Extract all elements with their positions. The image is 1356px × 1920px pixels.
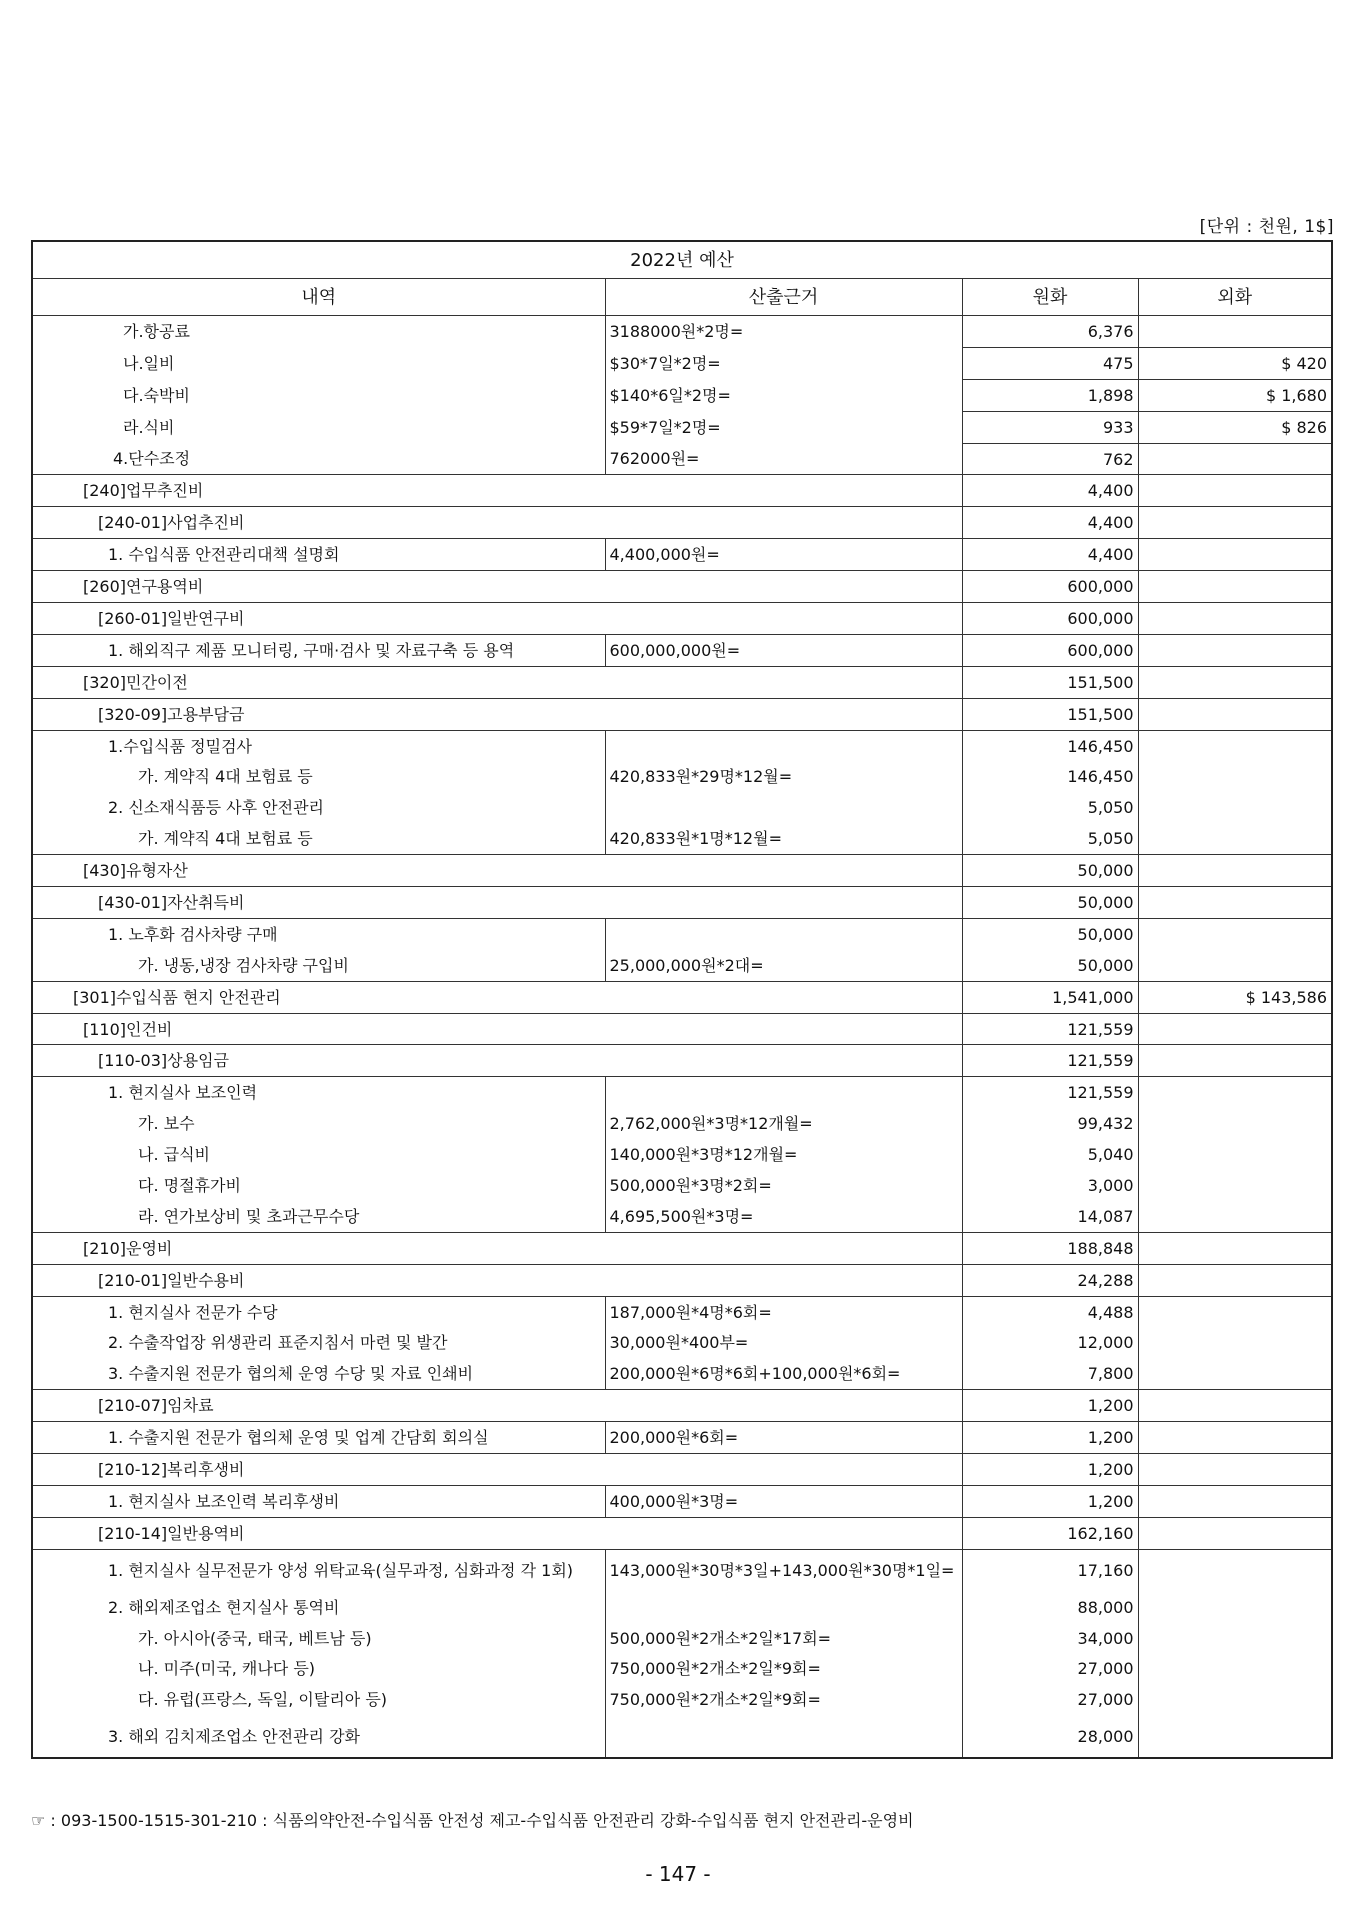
budget-item: [110-03]상용임금 [32,1045,962,1077]
amount-fx [1138,1422,1332,1454]
table-row [32,1623,1332,1654]
budget-item: 2. 신소재식품등 사후 안전관리 [32,792,605,823]
table-row [32,1549,1332,1592]
amount-krw: 5,050 [962,792,1138,823]
amount-krw: 146,450 [962,730,1138,761]
amount-krw: 151,500 [962,666,1138,698]
budget-item: 가.항공료 [32,316,605,348]
calculation-basis [605,918,962,949]
column-header-krw: 원화 [962,279,1138,316]
budget-item: 가. 계약직 4대 보험료 등 [32,761,605,792]
table-row [32,1592,1332,1623]
table-row [32,823,1332,854]
calculation-basis: $59*7일*2명= [605,411,962,443]
amount-fx [1138,1684,1332,1715]
budget-item: 3. 수출지원 전문가 협의체 운영 수당 및 자료 인쇄비 [32,1358,605,1389]
amount-fx [1138,1454,1332,1486]
budget-item: 가. 보수 [32,1108,605,1139]
amount-krw: 600,000 [962,571,1138,603]
amount-fx [1138,1296,1332,1327]
table-row [32,761,1332,792]
budget-item: [210-07]임차료 [32,1390,962,1422]
table-row [32,411,1332,443]
table-row [32,1139,1332,1170]
amount-krw: 1,200 [962,1422,1138,1454]
calculation-basis: 140,000원*3명*12개월= [605,1139,962,1170]
amount-krw: 4,400 [962,539,1138,571]
calculation-basis: 2,762,000원*3명*12개월= [605,1108,962,1139]
table-row [32,1358,1332,1389]
calculation-basis: $140*6일*2명= [605,379,962,411]
budget-item: 1. 해외직구 제품 모니터링, 구매·검사 및 자료구축 등 용역 [32,634,605,666]
budget-item: [210-12]복리후생비 [32,1454,962,1486]
table-row [32,1077,1332,1108]
amount-fx [1138,1485,1332,1517]
calculation-basis: 200,000원*6회= [605,1422,962,1454]
amount-krw: 24,288 [962,1264,1138,1296]
column-header-basis: 산출근거 [605,279,962,316]
budget-item: [210-14]일반용역비 [32,1517,962,1549]
table-header-row [32,279,1332,316]
budget-item: [430-01]자산취득비 [32,887,962,919]
budget-item: [210]운영비 [32,1232,962,1264]
budget-item: 나. 급식비 [32,1139,605,1170]
amount-fx [1138,571,1332,603]
table-row [32,1654,1332,1685]
amount-fx [1138,1592,1332,1623]
budget-item: [240-01]사업추진비 [32,507,962,539]
amount-fx [1138,1328,1332,1359]
amount-krw: 4,400 [962,507,1138,539]
calculation-basis: 600,000,000원= [605,634,962,666]
budget-item: 3. 해외 김치제조업소 안전관리 강화 [32,1715,605,1758]
budget-item: 나. 미주(미국, 캐나다 등) [32,1654,605,1685]
budget-item: 나.일비 [32,347,605,379]
calculation-basis [605,1592,962,1623]
unit-label: [단위 : 천원, 1$] [1199,217,1334,237]
table-row [32,730,1332,761]
amount-fx [1138,1517,1332,1549]
table-row [32,1108,1332,1139]
amount-krw: 762 [962,443,1138,475]
budget-item: [430]유형자산 [32,855,962,887]
amount-krw: 50,000 [962,918,1138,949]
budget-item: 2. 해외제조업소 현지실사 통역비 [32,1592,605,1623]
amount-fx [1138,1108,1332,1139]
amount-fx [1138,1139,1332,1170]
table-row [32,950,1332,981]
amount-krw: 12,000 [962,1328,1138,1359]
amount-krw: 88,000 [962,1592,1138,1623]
amount-krw: 4,400 [962,475,1138,507]
amount-fx [1138,1715,1332,1758]
budget-item: 다. 명절휴가비 [32,1170,605,1201]
calculation-basis: 143,000원*30명*3일+143,000원*30명*1일= [605,1549,962,1592]
table-row [32,347,1332,379]
table-row [32,1328,1332,1359]
budget-item: 1. 현지실사 보조인력 복리후생비 [32,1485,605,1517]
calculation-basis: 500,000원*3명*2회= [605,1170,962,1201]
amount-krw: 50,000 [962,887,1138,919]
table-row [32,698,1332,730]
table-row [32,1422,1332,1454]
page-number: - 147 - [645,1862,711,1886]
table-row [32,1170,1332,1201]
budget-item: 다. 유럽(프랑스, 독일, 이탈리아 등) [32,1684,605,1715]
table-row [32,1684,1332,1715]
calculation-basis: 750,000원*2개소*2일*9회= [605,1654,962,1685]
budget-item: 1. 현지실사 실무전문가 양성 위탁교육(실무과정, 심화과정 각 1회) [32,1549,605,1592]
amount-krw: 475 [962,347,1138,379]
amount-krw: 3,000 [962,1170,1138,1201]
budget-year-title: 2022년 예산 [32,241,1332,279]
calculation-basis: 187,000원*4명*6회= [605,1296,962,1327]
calculation-basis: 4,695,500원*3명= [605,1201,962,1232]
amount-fx [1138,730,1332,761]
table-row [32,571,1332,603]
budget-item: 1.수입식품 정밀검사 [32,730,605,761]
calculation-basis: 200,000원*6명*6회+100,000원*6회= [605,1358,962,1389]
amount-fx [1138,918,1332,949]
table-row [32,855,1332,887]
calculation-basis [605,792,962,823]
budget-item: 2. 수출작업장 위생관리 표준지침서 마련 및 발간 [32,1328,605,1359]
table-row [32,603,1332,635]
amount-fx [1138,507,1332,539]
amount-krw: 1,200 [962,1390,1138,1422]
budget-item: [320]민간이전 [32,666,962,698]
budget-item: 4.단수조정 [32,443,605,475]
amount-fx [1138,1549,1332,1592]
calculation-basis [605,730,962,761]
amount-fx [1138,1232,1332,1264]
budget-item: [260-01]일반연구비 [32,603,962,635]
amount-fx [1138,792,1332,823]
calculation-basis: 500,000원*2개소*2일*17회= [605,1623,962,1654]
table-row [32,1201,1332,1232]
table-row [32,1296,1332,1327]
amount-fx: $ 826 [1138,411,1332,443]
amount-fx [1138,1170,1332,1201]
amount-fx [1138,316,1332,348]
budget-table [31,240,1333,1759]
table-row [32,1485,1332,1517]
amount-krw: 34,000 [962,1623,1138,1654]
amount-fx [1138,1201,1332,1232]
table-row [32,1013,1332,1045]
amount-krw: 1,541,000 [962,981,1138,1013]
amount-fx [1138,1390,1332,1422]
amount-fx [1138,666,1332,698]
calculation-basis: 420,833원*29명*12월= [605,761,962,792]
budget-item: 가. 냉동,냉장 검사차량 구입비 [32,950,605,981]
calculation-basis: 4,400,000원= [605,539,962,571]
calculation-basis: 400,000원*3명= [605,1485,962,1517]
amount-krw: 121,559 [962,1045,1138,1077]
calculation-basis: 750,000원*2개소*2일*9회= [605,1684,962,1715]
calculation-basis [605,1715,962,1758]
amount-fx [1138,443,1332,475]
amount-krw: 146,450 [962,761,1138,792]
calculation-basis: 30,000원*400부= [605,1328,962,1359]
table-row [32,918,1332,949]
amount-krw: 151,500 [962,698,1138,730]
calculation-basis: 420,833원*1명*12월= [605,823,962,854]
budget-item: 라. 연가보상비 및 초과근무수당 [32,1201,605,1232]
amount-fx [1138,887,1332,919]
amount-krw: 17,160 [962,1549,1138,1592]
table-row [32,887,1332,919]
budget-item: [240]업무추진비 [32,475,962,507]
amount-krw: 5,050 [962,823,1138,854]
table-row [32,634,1332,666]
amount-krw: 99,432 [962,1108,1138,1139]
budget-item: 가. 아시아(중국, 태국, 베트남 등) [32,1623,605,1654]
calculation-basis: $30*7일*2명= [605,347,962,379]
table-row [32,443,1332,475]
amount-krw: 6,376 [962,316,1138,348]
table-row [32,1715,1332,1758]
amount-fx [1138,698,1332,730]
budget-item: 1. 수출지원 전문가 협의체 운영 및 업계 간담회 회의실 [32,1422,605,1454]
amount-krw: 5,040 [962,1139,1138,1170]
budget-item: 1. 현지실사 전문가 수당 [32,1296,605,1327]
table-row [32,1454,1332,1486]
amount-fx [1138,1013,1332,1045]
budget-item: 1. 수입식품 안전관리대책 설명회 [32,539,605,571]
amount-krw: 1,200 [962,1454,1138,1486]
amount-krw: 50,000 [962,855,1138,887]
amount-krw: 14,087 [962,1201,1138,1232]
amount-fx: $ 143,586 [1138,981,1332,1013]
table-title-row [32,241,1332,279]
calculation-basis: 762000원= [605,443,962,475]
table-row [32,507,1332,539]
budget-item: 라.식비 [32,411,605,443]
budget-item: [320-09]고용부담금 [32,698,962,730]
calculation-basis: 3188000원*2명= [605,316,962,348]
budget-item: 1. 현지실사 보조인력 [32,1077,605,1108]
amount-fx: $ 1,680 [1138,379,1332,411]
amount-fx [1138,823,1332,854]
amount-krw: 1,200 [962,1485,1138,1517]
amount-krw: 600,000 [962,603,1138,635]
table-row [32,475,1332,507]
column-header-item: 내역 [32,279,605,316]
calculation-basis [605,1077,962,1108]
amount-krw: 28,000 [962,1715,1138,1758]
budget-item: 가. 계약직 4대 보험료 등 [32,823,605,854]
amount-krw: 7,800 [962,1358,1138,1389]
budget-item: [110]인건비 [32,1013,962,1045]
amount-fx [1138,539,1332,571]
amount-krw: 162,160 [962,1517,1138,1549]
amount-fx [1138,475,1332,507]
amount-krw: 600,000 [962,634,1138,666]
amount-fx [1138,1654,1332,1685]
amount-fx [1138,1623,1332,1654]
account-code-footnote: ☞ : 093-1500-1515-301-210 : 식품의약안전-수입식품 안전성 제고-수입식품 안전관리 강화-수입식품 현지 안전관리-운영비 [31,1811,914,1830]
amount-fx [1138,1264,1332,1296]
budget-item: [301]수입식품 현지 안전관리 [32,981,962,1013]
table-row [32,1517,1332,1549]
table-row [32,1264,1332,1296]
budget-item: 다.숙박비 [32,379,605,411]
amount-fx: $ 420 [1138,347,1332,379]
budget-item: [210-01]일반수용비 [32,1264,962,1296]
table-row [32,1390,1332,1422]
amount-krw: 121,559 [962,1077,1138,1108]
table-row [32,792,1332,823]
amount-krw: 4,488 [962,1296,1138,1327]
amount-fx [1138,603,1332,635]
budget-item: [260]연구용역비 [32,571,962,603]
amount-krw: 933 [962,411,1138,443]
table-row [32,666,1332,698]
amount-krw: 27,000 [962,1654,1138,1685]
amount-fx [1138,1358,1332,1389]
table-row [32,981,1332,1013]
table-row [32,1232,1332,1264]
table-row [32,1045,1332,1077]
amount-fx [1138,1045,1332,1077]
amount-krw: 121,559 [962,1013,1138,1045]
amount-fx [1138,634,1332,666]
amount-fx [1138,761,1332,792]
amount-krw: 188,848 [962,1232,1138,1264]
calculation-basis: 25,000,000원*2대= [605,950,962,981]
amount-krw: 50,000 [962,950,1138,981]
amount-fx [1138,855,1332,887]
amount-krw: 27,000 [962,1684,1138,1715]
table-row [32,316,1332,348]
column-header-fx: 외화 [1138,279,1332,316]
amount-fx [1138,950,1332,981]
table-row [32,379,1332,411]
amount-krw: 1,898 [962,379,1138,411]
table-row [32,539,1332,571]
budget-item: 1. 노후화 검사차량 구매 [32,918,605,949]
amount-fx [1138,1077,1332,1108]
